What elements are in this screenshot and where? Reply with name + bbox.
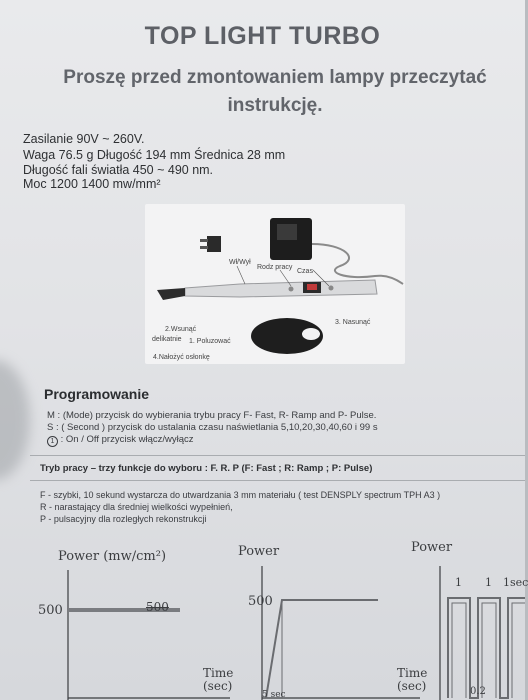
spec-weight-dimensions: Waga 76.5 g Długość 194 mm Średnica 28 mm [23, 148, 286, 162]
mode-line-pulse: P - pulsacyjny dla rozległych rekonstrukcji [40, 514, 207, 524]
label-time: Czas [297, 268, 313, 275]
spec-power-supply: Zasilanie 90V ~ 260V. [23, 132, 145, 146]
graph-fast-ylabel: Power (mw/cm²) [58, 549, 167, 564]
graph-ramp-xlabel-time: Time [397, 666, 428, 680]
programming-line-second: S : ( Second ) przycisk do ustalania czasu naświetlania 5,10,20,30,40,60 i 99 s [47, 422, 378, 433]
graph-ramp-xlabel-unit: (sec) [397, 679, 427, 693]
graph-pulse-xtick: 0.2 [470, 686, 486, 697]
subtitle-line-2: instrukcję. [227, 95, 323, 116]
graph-ramp-line [266, 600, 378, 698]
graph-fast-ytick: 500 [38, 603, 63, 618]
graph-pulse-line [448, 598, 525, 698]
graph-fast-xlabel-time: Time [203, 666, 234, 680]
graph-ramp-ytick: 500 [248, 594, 273, 609]
label-step2b: delikatnie [152, 336, 182, 343]
spec-output: Moc 1200 1400 mw/mm² [23, 177, 161, 191]
graph-pulse-label-1: 1 [455, 576, 462, 589]
subtitle-line-1: Proszę przed zmontowaniem lampy przeczytać [63, 67, 487, 88]
label-on-off: Wł/Wył [229, 259, 251, 266]
spec-wavelength: Długość fali światła 450 ~ 490 nm. [23, 163, 214, 177]
label-step2a: 2.Wsunąć [165, 326, 197, 333]
graph-fast-level-label: 500 [146, 600, 169, 614]
graph-fast-xlabel-unit: (sec) [203, 679, 233, 693]
label-step4: 4.Nałożyć osłonkę [153, 354, 210, 361]
graph-pulse-ylabel: Power [411, 540, 453, 555]
graph-pulse-label-3: 1sec [503, 576, 528, 589]
graph-pulse-label-2: 1 [485, 576, 492, 589]
page-title: TOP LIGHT TURBO [144, 22, 381, 50]
programming-line-mode: M : (Mode) przycisk do wybierania trybu pracy F- Fast, R- Ramp and P- Pulse. [47, 410, 377, 421]
programming-line-onoff-text: : On / Off przycisk włącz/wyłącz [60, 434, 194, 445]
modes-heading: Tryb pracy – trzy funkcje do wyboru : F. R. P (F: Fast ; R: Ramp ; P: Pulse) [40, 463, 373, 474]
power-icon: 1 [47, 436, 58, 447]
label-step1: 1. Poluzować [189, 338, 231, 345]
graph-ramp-ylabel: Power [238, 544, 280, 559]
mode-line-ramp: R - narastający dla średniej wielkości wypełnień, [40, 502, 233, 512]
graph-ramp-xtick: 5 sec [262, 690, 286, 700]
mode-line-fast: F - szybki, 10 sekund wystarcza do utwardzania 3 mm materiału ( test DENSPLY spectrum TPH A3 ) [40, 490, 441, 500]
label-mode: Rodz pracy [257, 264, 293, 271]
programming-heading: Programowanie [44, 386, 150, 402]
label-step3: 3. Nasunąć [335, 319, 371, 326]
